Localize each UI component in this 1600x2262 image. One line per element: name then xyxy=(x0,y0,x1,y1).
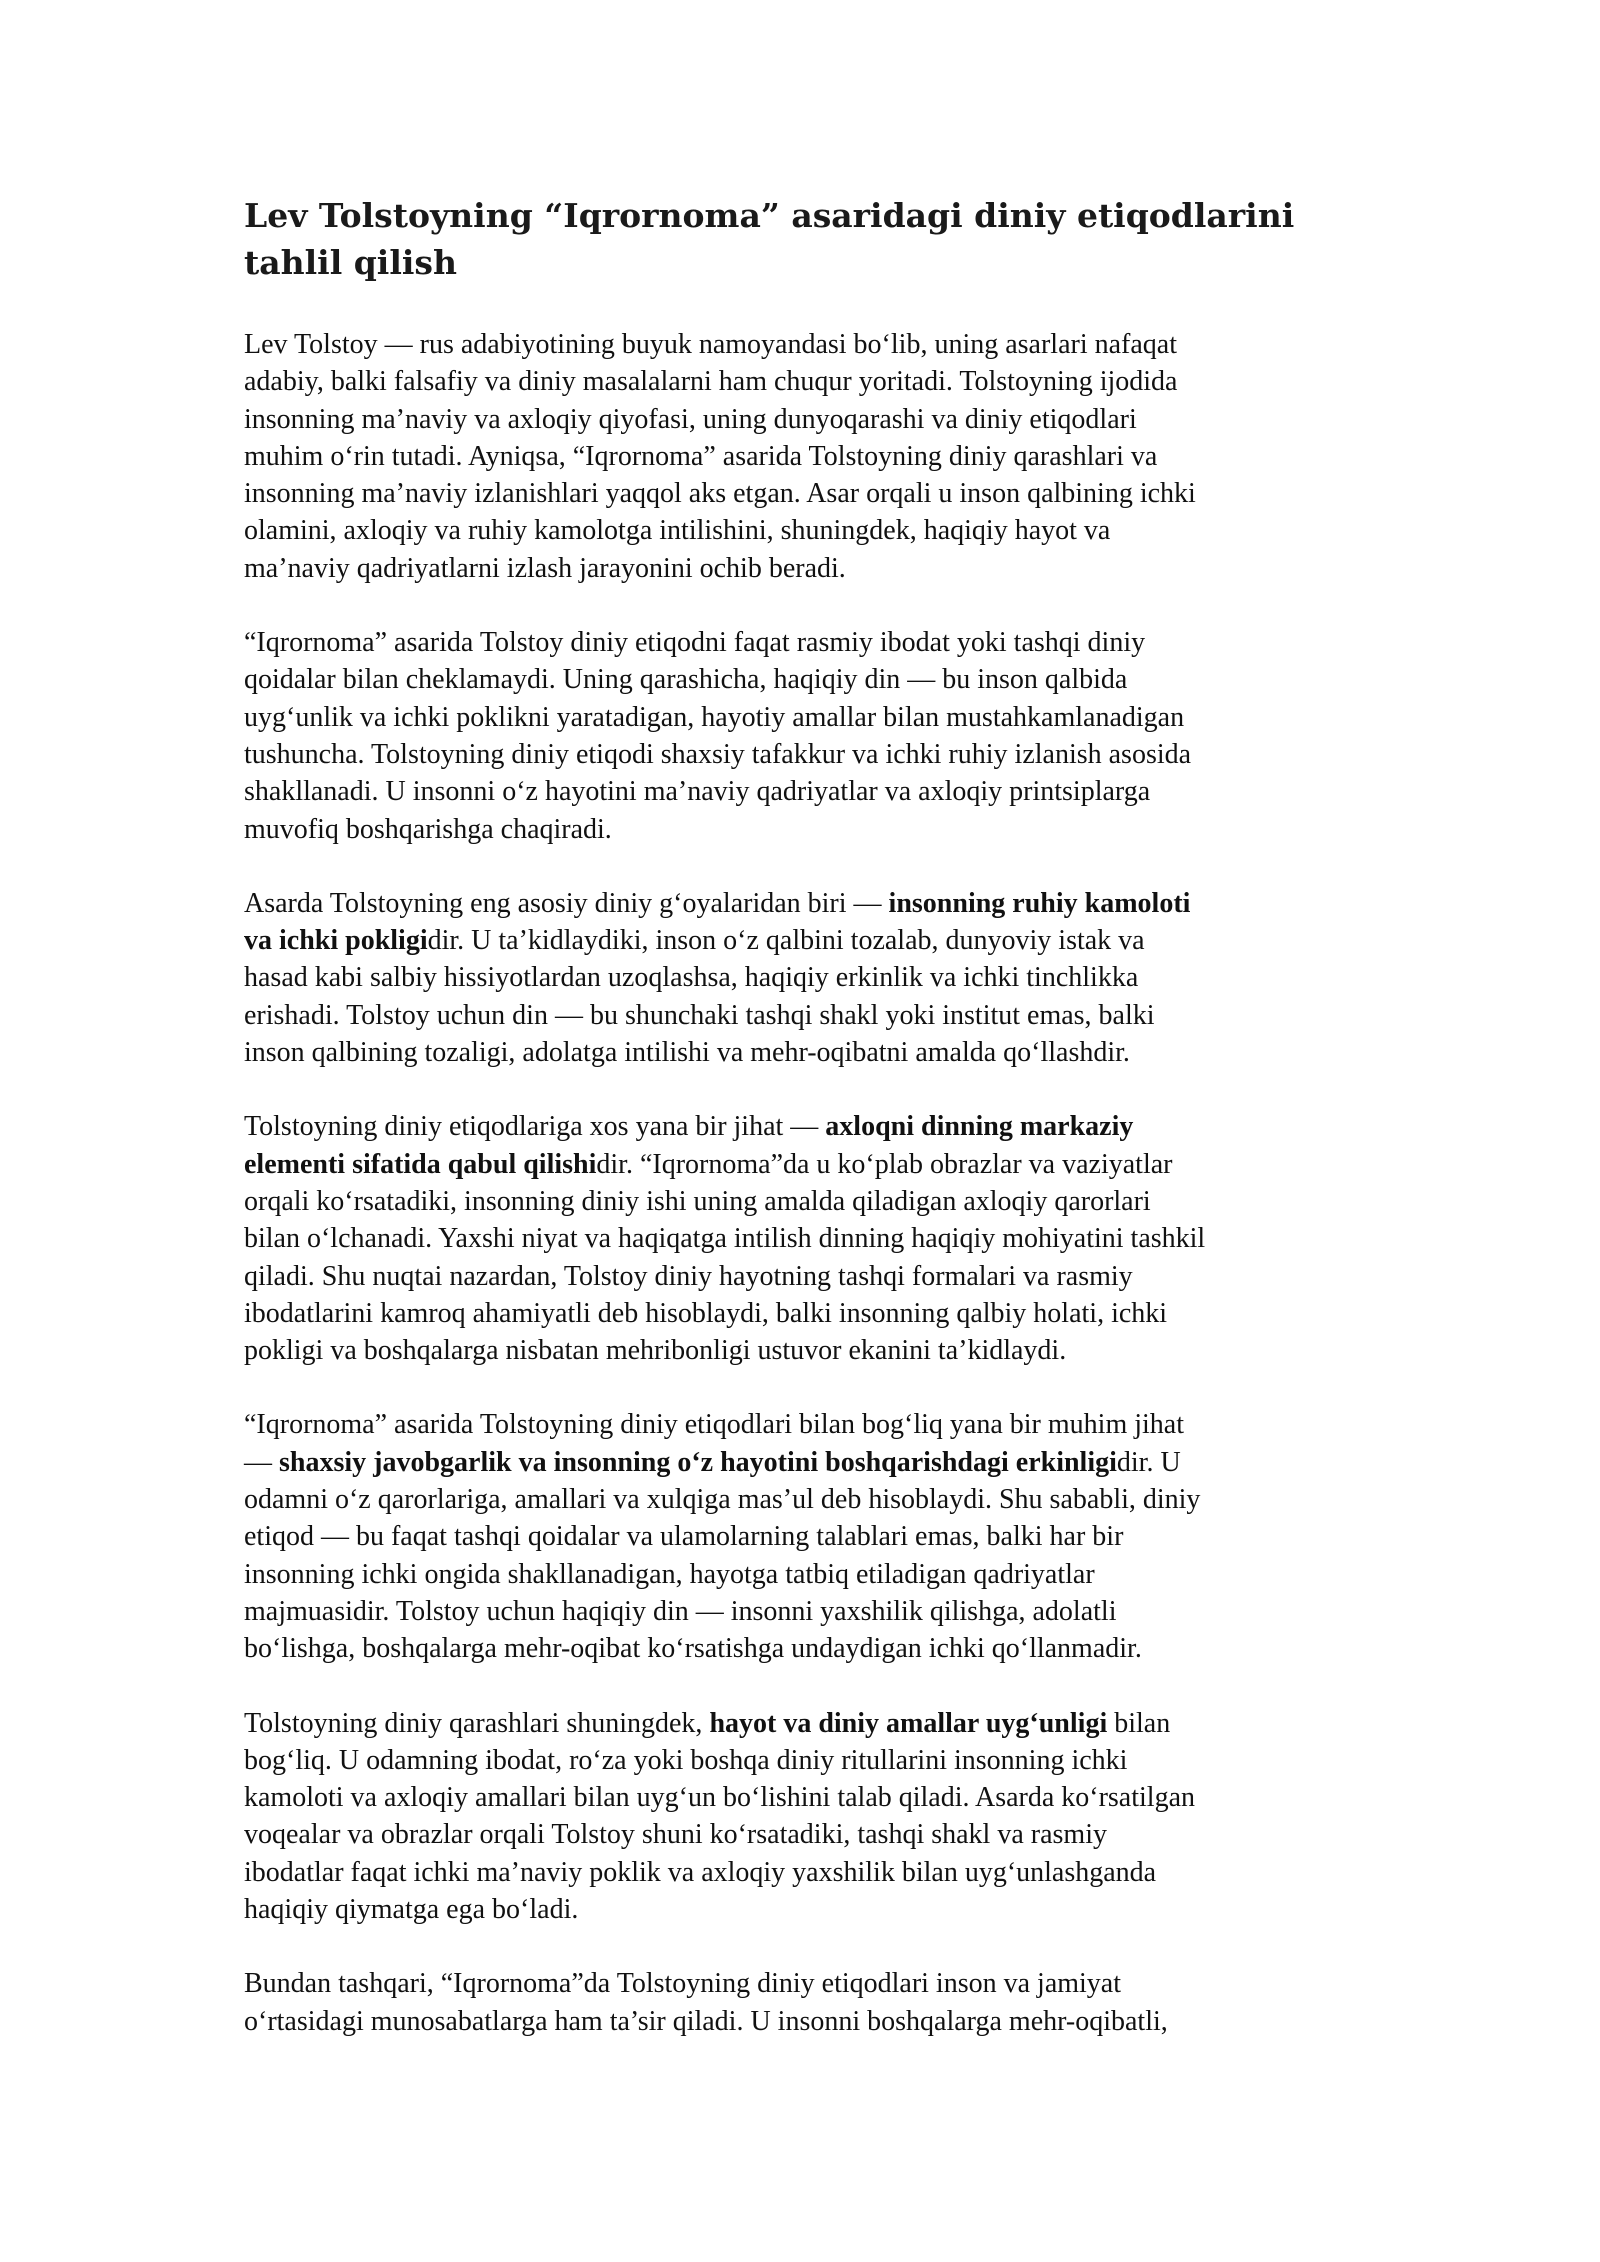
title-line-1: Lev Tolstoyning “Iqrornoma” asaridagi diniy etiqodlarini xyxy=(244,196,1295,235)
line: haqiqiy qiymatga ega bo‘ladi. xyxy=(244,1893,579,1925)
line: voqealar va obrazlar orqali Tolstoy shuni ko‘rsatadiki, tashqi shakl va rasmiy xyxy=(244,1819,1107,1851)
line: orqali ko‘rsatadiki, insonning diniy ishi uning amalda qiladigan axloqiy qarorlari xyxy=(244,1185,1151,1217)
line: dir. “Iqrornoma”da u ko‘plab obrazlar va vaziyatlar xyxy=(596,1148,1173,1180)
line: dir. U xyxy=(1116,1446,1181,1478)
paragraph-5 xyxy=(244,1406,1374,1667)
paragraph-6 xyxy=(244,1705,1374,1929)
bold-phrase: va ichki pokligi xyxy=(244,925,428,957)
document-title xyxy=(244,192,1374,286)
line: odamni o‘z qarorlariga, amallari va xulqiga mas’ul deb hisoblaydi. Shu sababli, diniy xyxy=(244,1484,1201,1516)
line: “Iqrornoma” asarida Tolstoyning diniy etiqodlari bilan bog‘liq yana bir muhim jihat xyxy=(244,1409,1184,1441)
line: tushuncha. Tolstoyning diniy etiqodi shaxsiy tafakkur va ichki ruhiy izlanish asosida xyxy=(244,738,1192,770)
line: dir. U ta’kidlaydiki, inson o‘z qalbini tozalab, dunyoviy istak va xyxy=(427,925,1145,957)
line: muhim o‘rin tutadi. Ayniqsa, “Iqrornoma” asarida Tolstoyning diniy qarashlari va xyxy=(244,440,1158,472)
line: adabiy, balki falsafiy va diniy masalalarni ham chuqur yoritadi. Tolstoyning ijodida xyxy=(244,366,1178,398)
line: etiqod — bu faqat tashqi qoidalar va ulamolarning talablari emas, balki har bir xyxy=(244,1521,1124,1553)
line: “Iqrornoma” asarida Tolstoy diniy etiqodni faqat rasmiy ibodat yoki tashqi diniy xyxy=(244,627,1146,659)
line: insonning ichki ongida shakllanadigan, hayotga tatbiq etiladigan qadriyatlar xyxy=(244,1558,1095,1590)
paragraph-3 xyxy=(244,885,1374,1071)
line: olamini, axloqiy va ruhiy kamolotga intilishini, shuningdek, haqiqiy hayot va xyxy=(244,515,1111,547)
line: Lev Tolstoy — rus adabiyotining buyuk namoyandasi bo‘lib, uning asarlari nafaqat xyxy=(244,329,1177,360)
line: bilan o‘lchanadi. Yaxshi niyat va haqiqatga intilish dinning haqiqiy mohiyatini tashkil xyxy=(244,1223,1206,1255)
line: Asarda Tolstoyning eng asosiy diniy g‘oyalaridan biri — xyxy=(244,887,889,919)
line: shakllanadi. U insonni o‘z hayotini ma’naviy qadriyatlar va axloqiy printsiplarga xyxy=(244,776,1151,808)
paragraph-2 xyxy=(244,624,1374,848)
line: kamoloti va axloqiy amallari bilan uyg‘un bo‘lishini talab qiladi. Asarda ko‘rsatilgan xyxy=(244,1782,1196,1814)
bold-phrase: shaxsiy javobgarlik va insonning o‘z hayotini boshqarishdagi erkinligi xyxy=(279,1446,1117,1478)
line: insonning ma’naviy va axloqiy qiyofasi, uning dunyoqarashi va diniy etiqodlari xyxy=(244,403,1137,435)
line: ma’naviy qadriyatlarni izlash jarayonini ochib beradi. xyxy=(244,552,846,584)
line: Tolstoyning diniy qarashlari shuningdek, xyxy=(244,1707,710,1739)
title-line-2: tahlil qilish xyxy=(244,243,457,282)
line: hasad kabi salbiy hissiyotlardan uzoqlashsa, haqiqiy erkinlik va ichki tinchlikka xyxy=(244,962,1139,994)
line: qoidalar bilan cheklamaydi. Uning qarashicha, haqiqiy din — bu inson qalbida xyxy=(244,664,1128,696)
line: o‘rtasidagi munosabatlarga ham ta’sir qiladi. U insonni boshqalarga mehr-oqibatli, xyxy=(244,2005,1168,2037)
paragraph-4 xyxy=(244,1108,1374,1369)
line: Tolstoyning diniy etiqodlariga xos yana bir jihat — xyxy=(244,1111,826,1143)
line: ibodatlarini kamroq ahamiyatli deb hisoblaydi, balki insonning qalbiy holati, ichki xyxy=(244,1297,1168,1329)
paragraph-7 xyxy=(244,1965,1374,2040)
line: muvofiq boshqarishga chaqiradi. xyxy=(244,813,612,845)
paragraph-1 xyxy=(244,326,1374,587)
line: majmuasidir. Tolstoy uchun haqiqiy din — insonni yaxshilik qilishga, adolatli xyxy=(244,1595,1117,1627)
line: erishadi. Tolstoy uchun din — bu shunchaki tashqi shakl yoki institut emas, balki xyxy=(244,999,1155,1031)
line: bilan xyxy=(1107,1707,1171,1739)
line: bo‘lishga, boshqalarga mehr-oqibat ko‘rsatishga undaydigan ichki qo‘llanmadir. xyxy=(244,1633,1142,1665)
line: uyg‘unlik va ichki poklikni yaratadigan, hayotiy amallar bilan mustahkamlanadigan xyxy=(244,701,1185,733)
line: inson qalbining tozaligi, adolatga intilishi va mehr-oqibatni amalda qo‘llashdir. xyxy=(244,1037,1130,1069)
line: pokligi va boshqalarga nisbatan mehribonligi ustuvor ekanini ta’kidlaydi. xyxy=(244,1335,1067,1367)
bold-phrase: elementi sifatida qabul qilishi xyxy=(244,1148,597,1180)
bold-phrase: hayot va diniy amallar uyg‘unligi xyxy=(709,1707,1108,1739)
line: insonning ma’naviy izlanishlari yaqqol aks etgan. Asar orqali u inson qalbining ichki xyxy=(244,478,1196,510)
line: Bundan tashqari, “Iqrornoma”da Tolstoyning diniy etiqodlari inson va jamiyat xyxy=(244,1968,1122,2000)
line: ibodatlar faqat ichki ma’naviy poklik va axloqiy yaxshilik bilan uyg‘unlashganda xyxy=(244,1856,1157,1888)
document-content xyxy=(244,192,1374,2077)
line: bog‘liq. U odamning ibodat, ro‘za yoki boshqa diniy ritullarini insonning ichki xyxy=(244,1744,1128,1776)
bold-phrase: insonning ruhiy kamoloti xyxy=(888,887,1191,919)
bold-phrase: axloqni dinning markaziy xyxy=(825,1111,1134,1143)
line: — xyxy=(244,1446,279,1478)
line: qiladi. Shu nuqtai nazardan, Tolstoy diniy hayotning tashqi formalari va rasmiy xyxy=(244,1260,1133,1292)
